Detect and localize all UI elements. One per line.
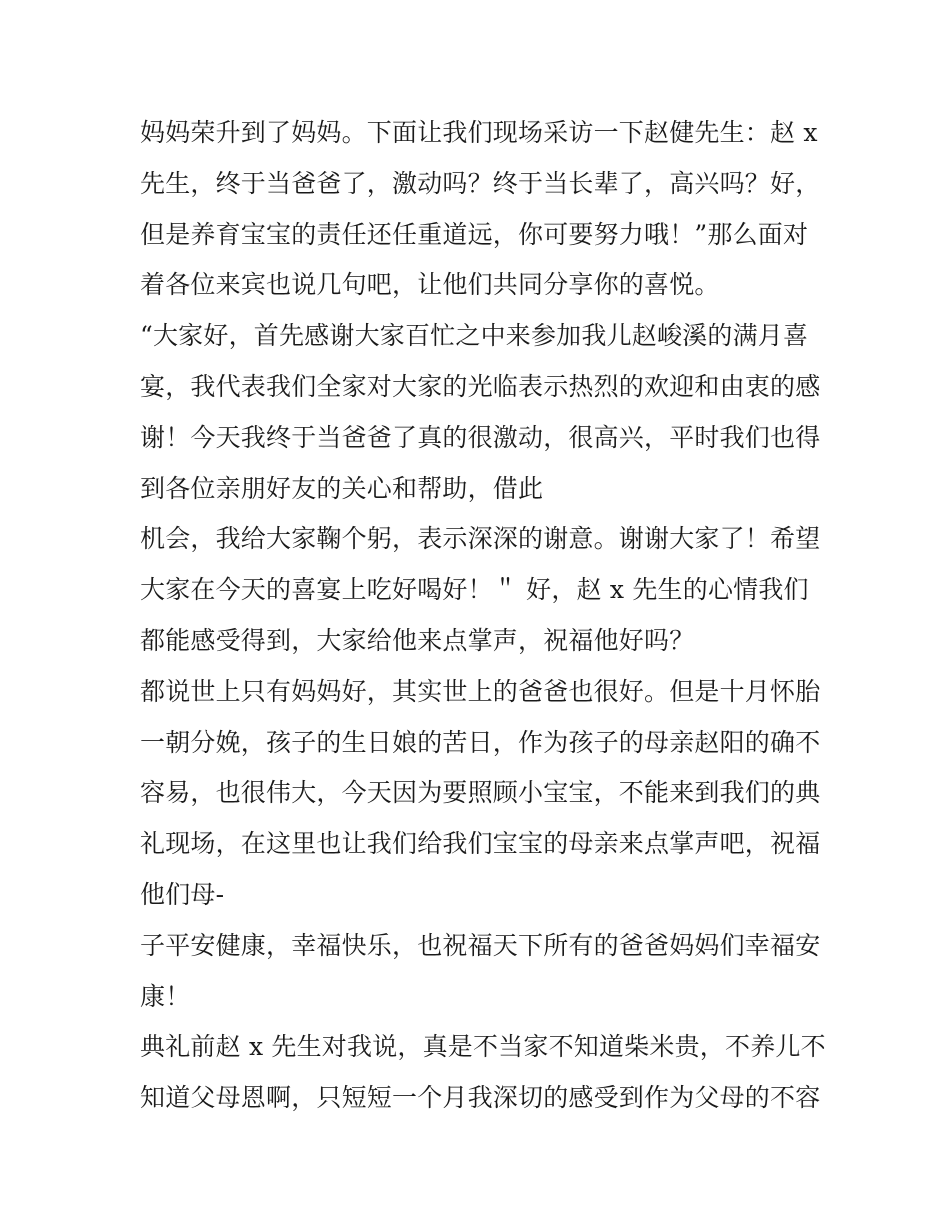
text-line: 谢！今天我终于当爸爸了真的很激动，很高兴，平时我们也得 (140, 422, 821, 452)
text-line: 典礼前赵 x 先生对我说，真是不当家不知道柴米贵，不养儿不 (140, 1032, 826, 1062)
text-line: 子平安健康，幸福快乐，也祝福天下所有的爸爸妈妈们幸福安 (140, 930, 821, 960)
text-line: 但是养育宝宝的责任还任重道远，你可要努力哦！”那么面对 (140, 219, 809, 249)
body-text (140, 108, 826, 1124)
text-line: 礼现场，在这里也让我们给我们宝宝的母亲来点掌声吧，祝福 (140, 829, 821, 859)
text-line: 知道父母恩啊，只短短一个月我深切的感受到作为父母的不容 (140, 1083, 821, 1113)
text-line: 机会，我给大家鞠个躬，表示深深的谢意。谢谢大家了！希望 (140, 524, 821, 554)
text-line: 到各位亲朋好友的关心和帮助，借此 (140, 473, 544, 503)
text-line: 大家在今天的喜宴上吃好喝好！＂ 好，赵 x 先生的心情我们 (140, 575, 809, 605)
text-line: 先生，终于当爸爸了，激动吗？终于当长辈了，高兴吗？好， (140, 168, 821, 198)
text-line: 他们母- (140, 879, 225, 909)
text-line: 都说世上只有妈妈好，其实世上的爸爸也很好。但是十月怀胎 (140, 676, 821, 706)
text-line: “大家好，首先感谢大家百忙之中来参加我儿赵峻溪的满月喜 (140, 321, 809, 351)
text-line: 宴，我代表我们全家对大家的光临表示热烈的欢迎和由衷的感 (140, 371, 821, 401)
text-line: 妈妈荣升到了妈妈。下面让我们现场采访一下赵健先生：赵 x (140, 118, 818, 147)
text-line: 康！ (140, 981, 191, 1011)
text-line: 容易，也很伟大，今天因为要照顾小宝宝，不能来到我们的典 (140, 778, 821, 808)
text-line: 着各位来宾也说几句吧，让他们共同分享你的喜悦。 (140, 270, 720, 300)
text-line: 一朝分娩，孩子的生日娘的苦日，作为孩子的母亲赵阳的确不 (140, 727, 821, 757)
text-line: 都能感受得到，大家给他来点掌声，祝福他好吗？ (140, 625, 695, 655)
